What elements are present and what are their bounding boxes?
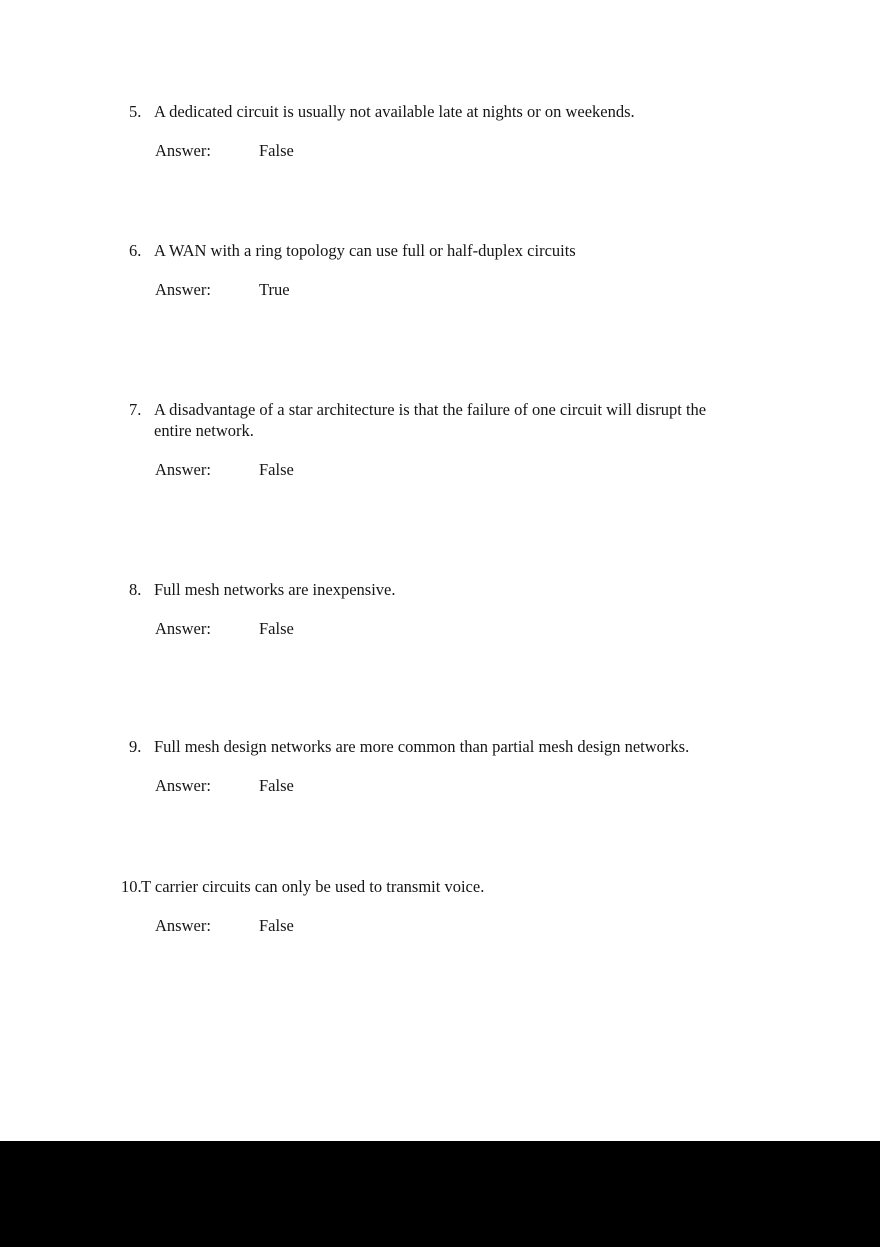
- answer-value: False: [259, 141, 294, 160]
- answer-value: False: [259, 776, 294, 795]
- answer-row: [129, 140, 769, 161]
- question-text: A WAN with a ring topology can use full or half-duplex circuits: [154, 241, 576, 260]
- question-line: [129, 399, 769, 441]
- question-item: [129, 240, 769, 300]
- answer-label: Answer:: [155, 916, 211, 935]
- answer-label: Answer:: [155, 776, 211, 795]
- question-item: [129, 736, 769, 796]
- question-number: 6.: [129, 241, 142, 260]
- answer-value: False: [259, 460, 294, 479]
- question-text: Full mesh design networks are more common than partial mesh design networks.: [154, 737, 690, 756]
- question-line: [121, 876, 761, 897]
- answer-row: [129, 459, 769, 480]
- question-number: 7.: [129, 400, 142, 419]
- answer-label: Answer:: [155, 280, 211, 299]
- question-text: A dedicated circuit is usually not available late at nights or on weekends.: [154, 102, 635, 121]
- question-line: [129, 579, 769, 600]
- question-text: T carrier circuits can only be used to transmit voice.: [141, 877, 485, 896]
- answer-row: [129, 279, 769, 300]
- question-number: 8.: [129, 580, 142, 599]
- question-item: [129, 399, 769, 480]
- question-text: A disadvantage of a star architecture is that the failure of one circuit will disrupt the entire network.: [154, 400, 707, 440]
- question-number: 5.: [129, 102, 142, 121]
- question-text: Full mesh networks are inexpensive.: [154, 580, 396, 599]
- answer-row: [129, 775, 769, 796]
- question-line: [129, 240, 769, 261]
- question-number: 9.: [129, 737, 142, 756]
- question-line: [129, 101, 769, 122]
- answer-value: False: [259, 916, 294, 935]
- answer-row: [129, 618, 769, 639]
- question-item: [121, 876, 761, 936]
- answer-value: True: [259, 280, 290, 299]
- question-item: [129, 101, 769, 161]
- answer-row: [121, 915, 761, 936]
- answer-label: Answer:: [155, 460, 211, 479]
- question-line: [129, 736, 769, 757]
- answer-value: False: [259, 619, 294, 638]
- answer-label: Answer:: [155, 619, 211, 638]
- bottom-black-bar: [0, 1141, 880, 1247]
- answer-label: Answer:: [155, 141, 211, 160]
- question-item: [129, 579, 769, 639]
- question-number: 10.: [121, 877, 142, 896]
